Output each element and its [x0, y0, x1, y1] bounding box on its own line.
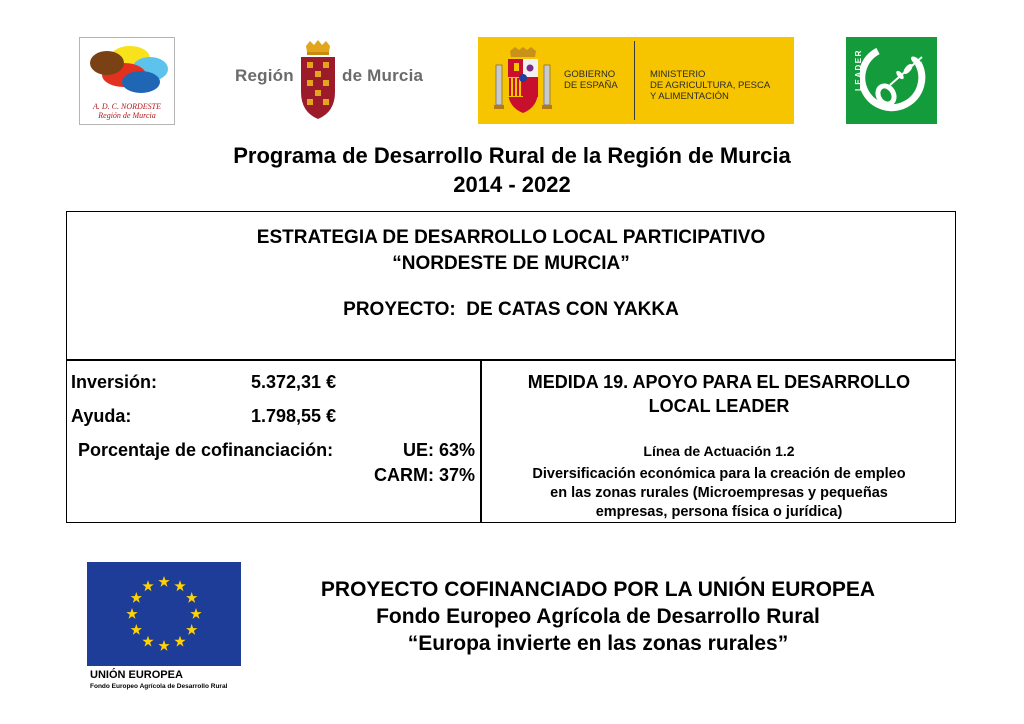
feader-name: Fondo Europeo Agrícola de Desarrollo Rural: [376, 605, 820, 628]
ministerio-line-1: MINISTERIO: [650, 69, 706, 80]
strategy-heading: ESTRATEGIA DE DESARROLLO LOCAL PARTICIPATIVO: [256, 227, 766, 248]
medida-line-1: MEDIDA 19. APOYO PARA EL DESARROLLO: [527, 372, 911, 392]
project-title: PROYECTO: DE CATAS CON YAKKA: [343, 299, 679, 320]
ayuda-label: Ayuda:: [71, 406, 132, 426]
program-title: Programa de Desarrollo Rural de la Región de Murcia: [233, 143, 791, 168]
gobierno-divider: [634, 41, 635, 120]
adc-nordeste-logo: [79, 37, 175, 125]
ministerio-line-3: Y ALIMENTACIÓN: [650, 91, 729, 102]
adc-region: Región de Murcia: [98, 111, 156, 120]
carm-percentage: CARM: 37%: [373, 465, 475, 485]
murcia-logo-left-text: Región: [235, 66, 294, 85]
adc-name: A. D. C. NORDESTE: [93, 102, 161, 111]
ministerio-line-2: DE AGRICULTURA, PESCA: [650, 80, 771, 91]
spain-coat-of-arms-icon: [492, 47, 554, 115]
description-line-3: empresas, persona física o jurídica): [595, 504, 843, 520]
leader-logo: [846, 37, 937, 124]
europa-slogan: “Europa invierte en las zonas rurales”: [407, 632, 789, 655]
description-line-1: Diversificación económica para la creación de empleo: [532, 466, 906, 482]
program-years: 2014 - 2022: [453, 172, 571, 197]
gobierno-line-1: GOBIERNO: [564, 69, 616, 80]
leader-olive-branch-icon: [860, 43, 932, 119]
strategy-name: “NORDESTE DE MURCIA”: [392, 253, 630, 274]
cofinanciacion-label: Porcentaje de cofinanciación:: [78, 440, 334, 460]
murcia-coat-of-arms-icon: [298, 40, 338, 120]
description-line-2: en las zonas rurales (Microempresas y pequeñas: [550, 485, 888, 501]
inversion-label: Inversión:: [71, 372, 158, 392]
ue-percentage: UE: 63%: [402, 440, 475, 460]
leader-vertical-text: LEADER: [854, 49, 863, 91]
inversion-value: 5.372,31 €: [251, 372, 337, 392]
eu-flag: [87, 562, 241, 666]
murcia-logo-right-text: de Murcia: [342, 66, 424, 85]
eu-fund-label: Fondo Europeo Agrícola de Desarrollo Rural: [90, 683, 228, 690]
region-murcia-logo: [232, 40, 426, 122]
eu-stars-icon: [87, 562, 241, 666]
ayuda-value: 1.798,55 €: [251, 406, 337, 426]
box-horizontal-divider: [66, 359, 956, 361]
linea-actuacion: Línea de Actuación 1.2: [643, 443, 795, 459]
eu-label: UNIÓN EUROPEA: [90, 669, 183, 681]
medida-line-2: LOCAL LEADER: [648, 396, 790, 416]
cofinanciado-heading: PROYECTO COFINANCIADO POR LA UNIÓN EUROPEA: [320, 578, 876, 601]
gobierno-espana-logo: [478, 37, 794, 124]
gobierno-line-2: DE ESPAÑA: [564, 80, 618, 91]
